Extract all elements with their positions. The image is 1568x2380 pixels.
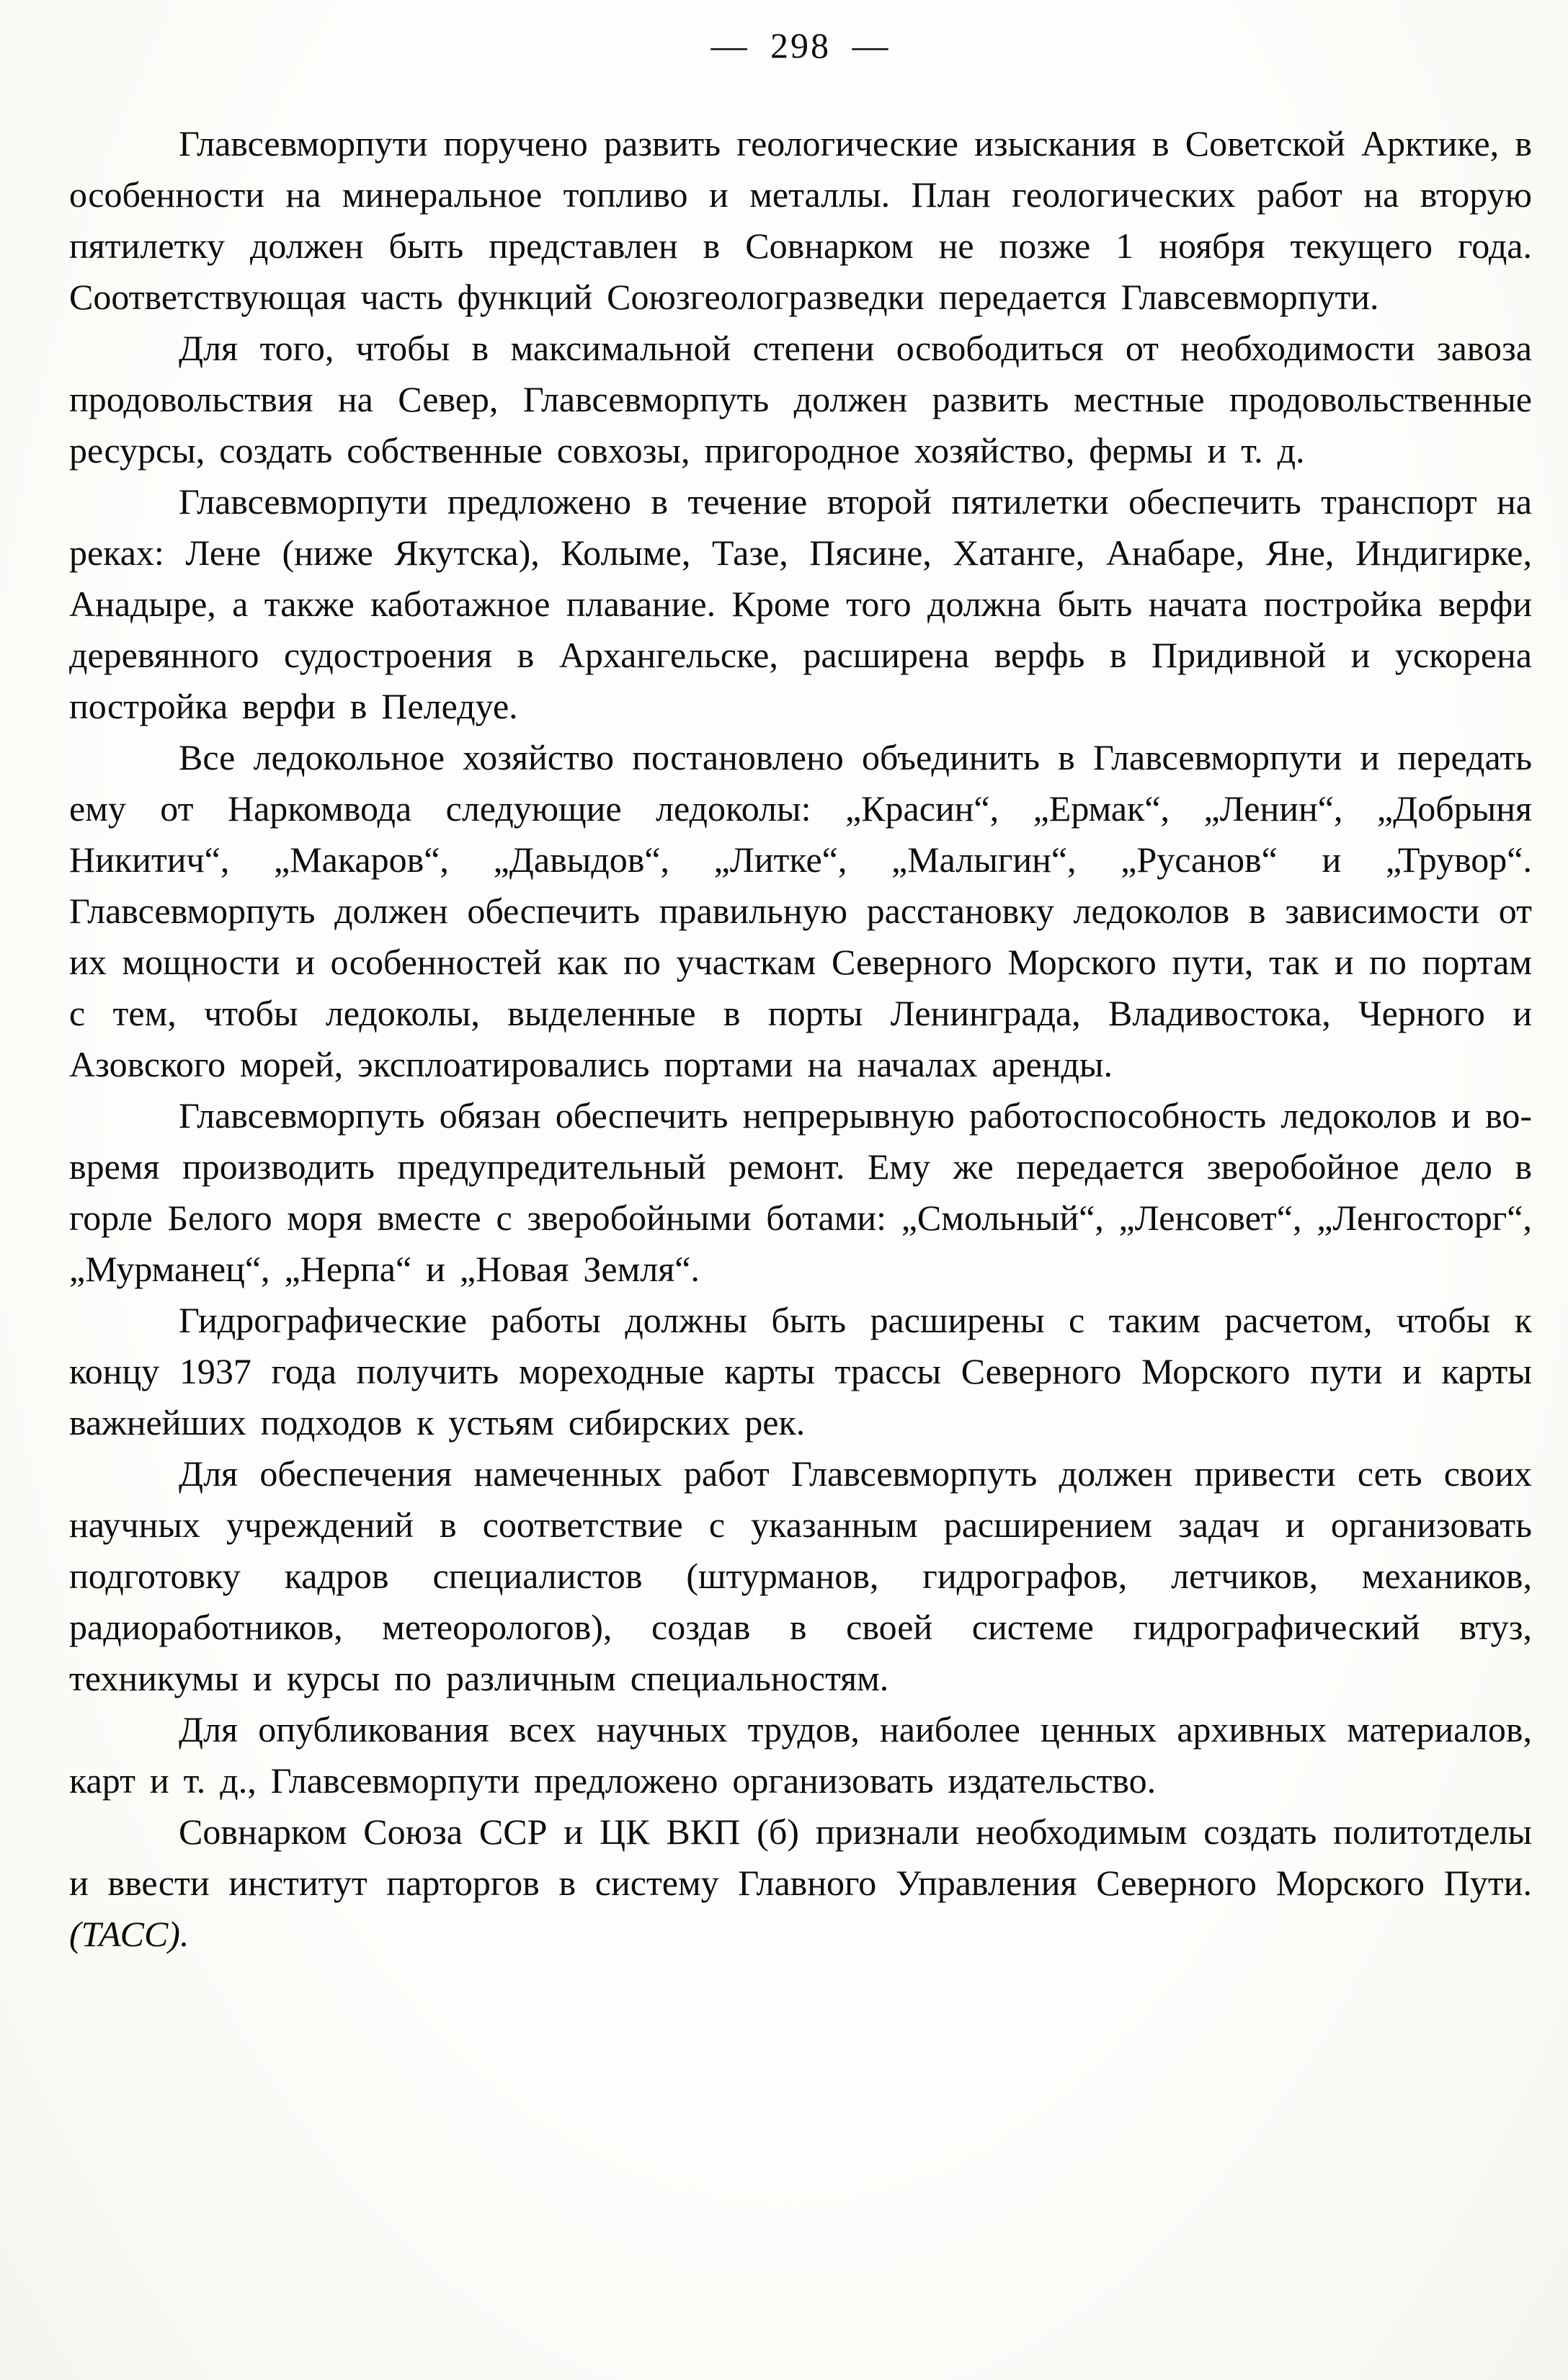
closing-text: Совнарком Союза ССР и ЦК ВКП (б) признали необходимым создать политотделы и ввести институт парторгов в систему Главного Управления Северного Морского Пути.: [69, 1811, 1532, 1903]
news-agency-label: (ТАСС).: [69, 1914, 190, 1954]
closing-paragraph: [69, 1806, 1532, 1960]
paragraph-2: Для того, чтобы в максимальной степени освободиться от необходимости завоза продовольствия на Север, Главсевморпуть должен развить местные продовольственные ресурсы, создать собственные совхозы, пригородное хозяйство, фермы и т. д.: [69, 328, 1532, 471]
paragraph-3: Главсевморпути предложено в течение второй пятилетки обеспечить транспорт на реках: Лене (ниже Якутска), Колыме, Тазе, Пясине, Хатанге, Анабаре, Яне, Индигирке, Анадыре, а также каботажное плавание. Кроме того должна быть начата постройка верфи деревянного судостроения в Архангельске, расширена верфь в Придивной и ускорена постройка верфи в Пеледуе.: [69, 481, 1532, 726]
paragraph-4: Все ледокольное хозяйство постановлено объединить в Главсевморпути и передать ему от Наркомвода следующие ледоколы: „Красин“, „Ермак“, „Ленин“, „Добрыня Никитич“, „Макаров“, „Давыдов“, „Литке“, „Малыгин“, „Русанов“ и „Трувор“. Главсевморпуть должен обеспечить правильную расстановку ледоколов в зависимости от их мощности и особенностей как по участкам Северного Морского пути, так и по портам с тем, чтобы ледоколы, выделенные в порты Ленинграда, Владивостока, Черного и Азовского морей, эксплоатировались портами на началах аренды.: [69, 737, 1532, 1084]
paragraph-5: Главсевморпуть обязан обеспечить непрерывную работоспособность ледоколов и во-время производить предупредительный ремонт. Ему же передается зверобойное дело в горле Белого моря вместе с зверобойными ботами: „Смольный“, „Ленсовет“, „Ленгосторг“, „Мурманец“, „Нерпа“ и „Новая Земля“.: [69, 1095, 1532, 1289]
paragraph-1: Главсевморпути поручено развить геологические изыскания в Советской Арктике, в особенности на минеральное топливо и металлы. План геологических работ на вторую пятилетку должен быть представлен в Совнарком не позже 1 ноября текущего года. Соответствующая часть функций Союзгеологразведки передается Главсевморпути.: [69, 123, 1532, 317]
page-number: — 298 —: [710, 25, 891, 66]
paragraph-6: Гидрографические работы должны быть расширены с таким расчетом, чтобы к концу 1937 года получить мореходные карты трассы Северного Морского пути и карты важнейших подходов к устьям сибирских рек.: [69, 1300, 1532, 1443]
paragraph-8: Для опубликования всех научных трудов, наиболее ценных архивных материалов, карт и т. д., Главсевморпути предложено организовать издательство.: [69, 1709, 1532, 1801]
article-body: [69, 118, 1532, 1960]
paragraph-7: Для обеспечения намеченных работ Главсевморпуть должен привести сеть своих научных учреждений в соответствие с указанным расширением задач и организовать подготовку кадров специалистов (штурманов, гидрографов, летчиков, механиков, радиоработников, метеорологов), создав в своей системе гидрографический втуз, техникумы и курсы по различным специальностям.: [69, 1453, 1532, 1698]
